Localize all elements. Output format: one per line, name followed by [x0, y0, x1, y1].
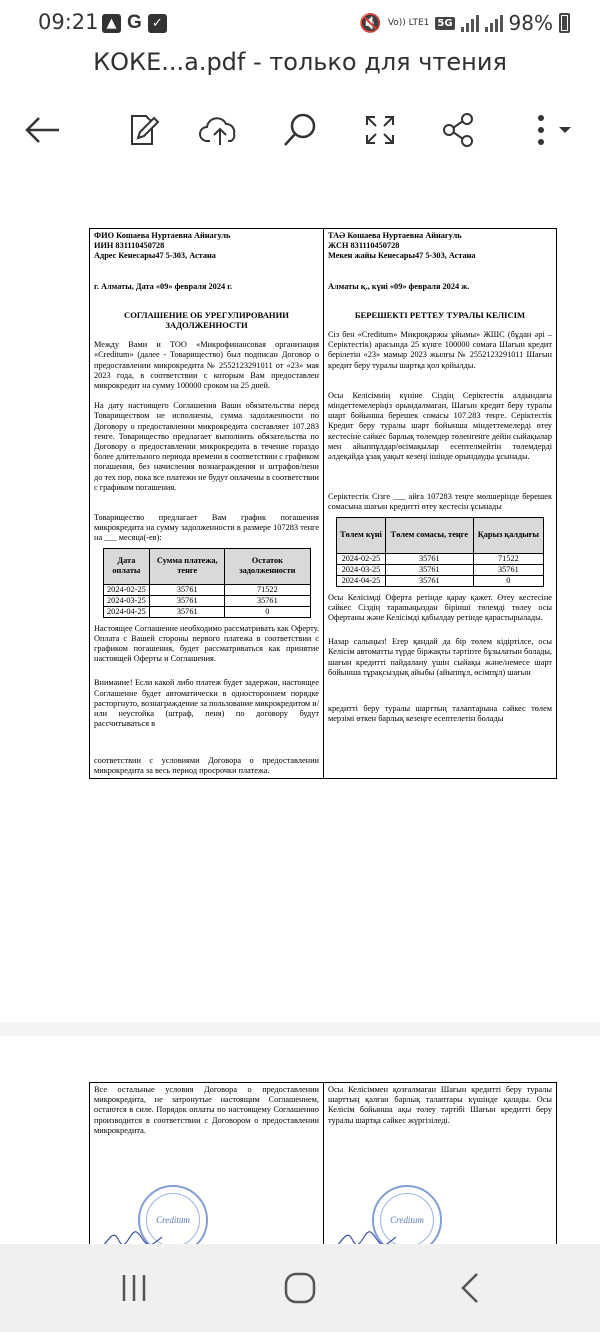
kz-th-amount: Төлем сомасы, теңге	[385, 517, 473, 553]
back-arrow-icon[interactable]	[20, 108, 64, 152]
cell-date: 2024-04-25	[337, 575, 386, 586]
kz-closing-paragraph: Осы Келісіммен қозғалмаған Шағын кредитті беру туралы шарттың қалған барлық талаптары күшінде қалады. Осы Келісім бойынша ақы төлеу тәртібі Шағын кредитті беру туралы шартқа сәйкес жүргізіледі.	[328, 1085, 552, 1125]
cell-balance: 35761	[473, 564, 543, 575]
signature-icon	[100, 1223, 170, 1244]
stamp-label: Creditum	[156, 1214, 190, 1225]
recent-apps-icon[interactable]	[104, 1264, 164, 1312]
russian-column	[90, 229, 323, 778]
kz-date: Алматы қ., күні «09» февраля 2024 ж.	[328, 281, 470, 291]
kz-header-iin: ЖСН 831110450728	[328, 241, 400, 251]
gallery-icon: ▲	[102, 14, 121, 33]
cell-balance: 71522	[473, 553, 543, 564]
ru-paragraph-5: Внимание! Если какой либо платеж будет задержан, настоящее Соглашение будет автоматически в одностороннем порядке расторгнуто, вознаграждение за пользование микрокредитом и/или неустойка (штраф, пеня) по договору будут рассчитываться в	[94, 678, 319, 729]
kz-paragraph-3: Серіктестік Сізге ___ айға 107283 теңге мөлшерінде берешек сомасына шағын кредитті өтеу кестесін ұсынады	[328, 492, 552, 512]
agreement-table	[89, 228, 557, 779]
kz-th-balance: Қарыз қалдығы	[473, 517, 543, 553]
clock: 09:21	[38, 10, 99, 34]
ru-paragraph-1: Между Вами и ТОО «Микрофинансовая организация «Creditum» (далее - Товарищество) был подписан Договор о предоставлении микрокредита № 2552123291011 от «23» мая 2023 года, в соответствии с которым Вам предоставлен микрокредит на сумму 100000 сроком на 25 дней.	[94, 340, 319, 391]
fullscreen-icon[interactable]	[358, 108, 402, 152]
pdf-viewer[interactable]	[0, 172, 600, 1244]
cloud-upload-icon[interactable]	[198, 108, 242, 152]
ru-title: СОГЛАШЕНИЕ ОБ УРЕГУЛИРОВАНИИ ЗАДОЛЖЕННОСТИ	[124, 309, 289, 331]
signature-icon	[334, 1223, 404, 1244]
kz-paragraph-2: Осы Келісімнің күніне Сіздің Серіктестік алдындағы міндеттемелеріңіз орындалмаған, Шағын кредит беру туралы шарт бойынша берешек сомасы 107.283 теңге. Серіктестік Кредит беру туралы шарт бойынша міндеттемелерді өтеу кестесіне сәйкес барлық төлемдер төленгенге дейін сыйақылар мен айыппұлдар/өсімақылар есептелмейтін төлемдерді әлдеқайда ұзақ уақыт кезеңі ішінде орындауды ұсынады.	[328, 390, 552, 462]
notification-icons	[102, 12, 167, 34]
ru-header-iin: ИИН 831110450728	[94, 241, 165, 251]
ru-paragraph-4: Настоящее Соглашение необходимо рассматривать как Оферту. Оплата с Вашей стороны первого платежа в соответствии с графиком погашения, будет рассматриваться как принятие настоящей Оферты и Соглашения.	[94, 623, 319, 664]
table-row	[103, 584, 310, 595]
ru-paragraph-6: соответствии с условиями Договора о предоставлении микрокредита за весь период просрочки платежа.	[94, 755, 319, 775]
kz-title: БЕРЕШЕКТІ РЕТТЕУ ТУРАЛЫ КЕЛІСІМ	[354, 309, 526, 320]
signal-2-icon	[485, 14, 503, 32]
volte-label: Vo)) LTE1	[387, 18, 430, 28]
kazakh-column	[323, 229, 556, 778]
cell-amount: 35761	[385, 575, 473, 586]
kz-paragraph-6: кредитті беру туралы шарттың талаптарына сәйкес төлем мерзімі өткен барлық кезеңге есептелетін болады	[328, 704, 552, 724]
pdf-page-1	[0, 172, 600, 1022]
ru-th-balance: Остаток задолженности	[225, 548, 310, 584]
toolbar	[0, 100, 600, 160]
ru-paragraph-3: Товарищество предлагает Вам график погашения микрокредита на сумму задолженности в размере 107283 тенге на ___ месяца(-ев):	[94, 513, 319, 543]
ru-th-amount: Сумма платежа, тенге	[150, 548, 225, 584]
kz-paragraph-4: Осы Келісімді Оферта ретінде қарау қажет. Өтеу кестесіне сәйкес Сіздің тарапыңыздан бірінші төлемді төлеу осы Офертаны және Келісімді қабылдау ретінде қарастырылады.	[328, 592, 552, 623]
cell-date: 2024-03-25	[103, 595, 150, 606]
cell-date: 2024-04-25	[103, 606, 150, 617]
ru-schedule-table	[103, 548, 311, 618]
checkbox-icon: ✓	[148, 14, 167, 33]
ru-header-name: ФИО Кошаева Нуртаевна Айнагуль	[94, 231, 231, 240]
home-icon[interactable]	[270, 1264, 330, 1312]
back-icon[interactable]	[440, 1264, 500, 1312]
cell-amount: 35761	[150, 595, 225, 606]
share-icon[interactable]	[436, 108, 480, 152]
kz-paragraph-5: Назар салыңыз! Егер қандай да бір төлем кідіртілсе, осы Келісім автоматты түрде біржақты тәртіпте бұзылатын болады, шағын кредитті пайдалану үшін сыйақы және/немесе шарт бойынша тұрақсыздық айыбы (айыппұл, өсімпұл) шағын	[328, 637, 552, 677]
edit-icon[interactable]	[120, 108, 164, 152]
cell-amount: 35761	[150, 606, 225, 617]
system-icons	[359, 11, 570, 35]
navigation-bar	[0, 1244, 600, 1332]
kazakh-column	[323, 1083, 556, 1244]
cell-date: 2024-02-25	[337, 553, 386, 564]
table-row	[337, 553, 544, 564]
signal-icon	[461, 14, 479, 32]
network-5g-badge: 5G	[437, 17, 453, 29]
cell-date: 2024-02-25	[103, 584, 150, 595]
kz-schedule-table	[336, 517, 544, 587]
table-row	[337, 564, 544, 575]
ru-header-address: Адрес Кенесары47 5-303, Астана	[94, 251, 216, 261]
document-title: КОКЕ...а.pdf - только для чтения	[93, 48, 507, 76]
table-row	[103, 595, 310, 606]
pdf-page-2	[0, 1036, 600, 1244]
ru-paragraph-2: На дату настоящего Соглашения Ваши обязательства перед Товариществом не исполнены, сумма задолженности по Договору о предоставлении микрокредита составляет 107.283 тенге. Товарищество предлагает выполнить обязательства по Договору о предоставлении микрокредита в течение гораздо более длительного периода времени в соответствии с графиком погашения, без начисления вознаграждения и штрафов/пени до тех пор, пока все платежи не будут оплачены в соответствии с графиком погашения.	[94, 401, 319, 492]
battery-percent: 98%	[508, 11, 553, 35]
more-icon[interactable]	[520, 108, 580, 152]
google-icon: G	[127, 12, 142, 33]
cell-balance: 0	[473, 575, 543, 586]
ru-th-date: Дата оплаты	[103, 548, 150, 584]
ru-date: г. Алматы, Дата «09» февраля 2024 г.	[94, 281, 233, 291]
stamp-label: Creditum	[390, 1214, 424, 1225]
kz-header-name: ТАӘ Кошаева Нуртаевна Айнагуль	[328, 231, 462, 240]
kz-header-address: Мекен жайы Кенесары47 5-303, Астана	[328, 251, 476, 261]
russian-column	[90, 1083, 323, 1244]
cell-balance: 0	[225, 606, 310, 617]
ru-closing-paragraph: Все остальные условия Договора о предоставлении микрокредита, не затронутые настоящим Соглашением, остаются в силе. Порядок оплаты по настоящему Соглашению производится в соответствии с Договором о предоставлении микрокредита.	[94, 1085, 319, 1135]
table-row	[103, 606, 310, 617]
kz-th-date: Төлем күні	[337, 517, 386, 553]
search-icon[interactable]	[278, 108, 322, 152]
table-row	[337, 575, 544, 586]
cell-balance: 35761	[225, 595, 310, 606]
cell-amount: 35761	[385, 553, 473, 564]
cell-balance: 71522	[225, 584, 310, 595]
cell-amount: 35761	[385, 564, 473, 575]
kz-paragraph-1: Сіз бен «Creditum» Микроқаржы ұйымы» ЖШС (бұдан әрі – Серіктестік) арасында 25 күнге 100000 сомаға Шағын кредит берілетін «23» мамыр 2023 жылғы № 2552123291011 Шағын кредит беру туралы шартқа қол қойылды.	[328, 330, 552, 370]
battery-icon	[559, 13, 570, 33]
agreement-table-continued	[89, 1082, 557, 1244]
cell-date: 2024-03-25	[337, 564, 386, 575]
cell-amount: 35761	[150, 584, 225, 595]
mute-icon: 🔇	[359, 12, 382, 34]
status-bar	[0, 0, 600, 44]
